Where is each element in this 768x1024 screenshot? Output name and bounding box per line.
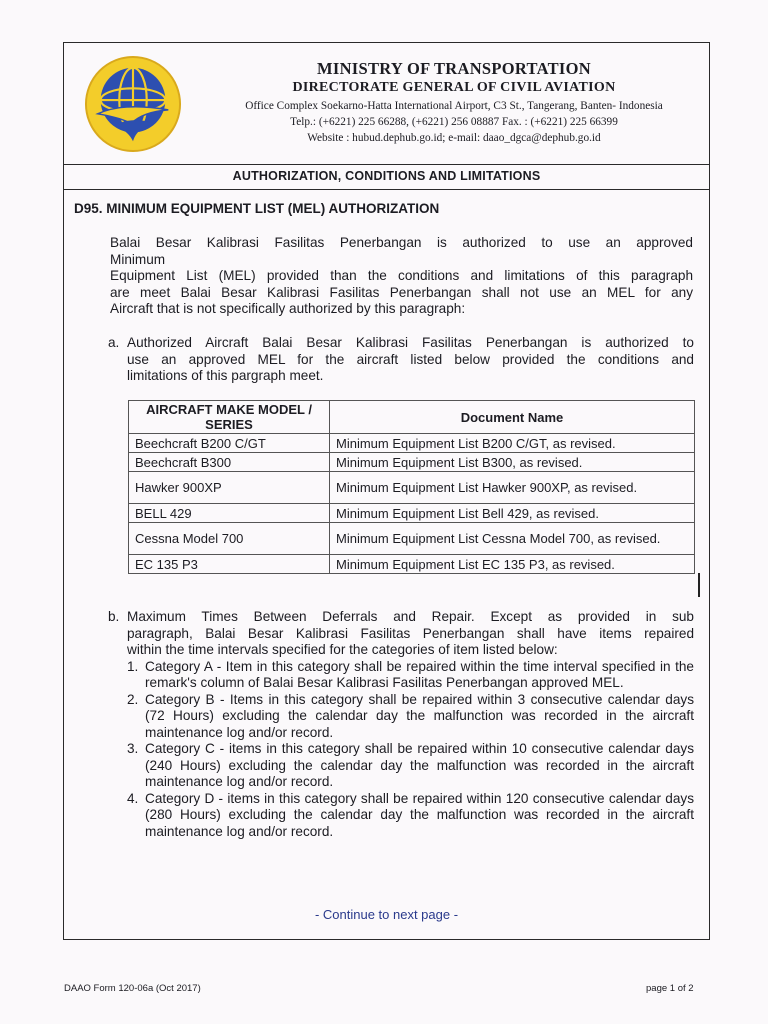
column-header-model: AIRCRAFT MAKE MODEL / SERIES [129, 401, 330, 434]
revision-bar [698, 573, 700, 597]
intro-line: Aircraft that is not specifically authorized by this paragraph: [110, 301, 466, 316]
document-name: Minimum Equipment List Hawker 900XP, as revised. [330, 472, 695, 504]
list-item-number: 1. [127, 658, 139, 674]
paragraph-a-label: a. [108, 335, 120, 350]
list-item [127, 791, 694, 841]
aircraft-model: Cessna Model 700 [129, 523, 330, 555]
paragraph-a-line: Authorized Aircraft Balai Besar Kalibrasi Fasilitas Penerbangan is authorized to [127, 335, 694, 350]
table-row [129, 434, 695, 453]
paragraph-a-line: limitations of this pargraph meet. [127, 368, 324, 383]
document-name: Minimum Equipment List B200 C/GT, as revised. [330, 434, 695, 453]
list-item [127, 741, 694, 791]
document-name: Minimum Equipment List Cessna Model 700, as revised. [330, 523, 695, 555]
list-item-text: Category A - Item in this category shall be repaired within the time interval specified in the remark's column of Balai Besar Kalibrasi Fasilitas Penerbangan approved MEL. [145, 658, 694, 690]
authorization-title: AUTHORIZATION, CONDITIONS AND LIMITATIONS [64, 164, 709, 190]
intro-line: Equipment List (MEL) provided than the conditions and limitations of this paragraph [110, 268, 693, 283]
form-number: DAAO Form 120-06a (Oct 2017) [64, 983, 201, 994]
continue-note: - Continue to next page - [314, 907, 459, 922]
list-item-text: Category D - items in this category shall be repaired within 120 consecutive calendar days (280 Hours) excluding the calendar day the malfunction was recorded in the aircraft maintenance log and/or record. [145, 790, 694, 839]
letterhead [64, 43, 709, 165]
page-number: page 1 of 2 [646, 983, 694, 994]
intro-line: Balai Besar Kalibrasi Fasilitas Penerbangan is authorized to use an approved [110, 235, 693, 250]
list-item [127, 659, 694, 692]
list-item [127, 692, 694, 742]
paragraph-b-line: paragraph, Balai Besar Kalibrasi Fasilitas Penerbangan shall have items repaired [127, 625, 694, 641]
table-row [129, 472, 695, 504]
aircraft-model: BELL 429 [129, 504, 330, 523]
table-row [129, 453, 695, 472]
paragraph-b-line: Maximum Times Between Deferrals and Repair. Except as provided in sub [127, 609, 694, 624]
intro-line: are meet Balai Besar Kalibrasi Fasilitas Penerbangan shall not use an MEL for any [110, 284, 693, 300]
aircraft-model: Beechcraft B300 [129, 453, 330, 472]
document-frame [63, 42, 710, 940]
website-email: Website : hubud.dephub.go.id; e-mail: daao_dgca@dephub.go.id [307, 132, 601, 144]
document-name: Minimum Equipment List EC 135 P3, as revised. [330, 555, 695, 574]
document-name: Minimum Equipment List B300, as revised. [330, 453, 695, 472]
column-header-document: Document Name [330, 401, 695, 434]
section-title: D95. MINIMUM EQUIPMENT LIST (MEL) AUTHORIZATION [74, 201, 440, 216]
paragraph-b-line: within the time intervals specified for the categories of item listed below: [127, 642, 558, 657]
list-item-number: 2. [127, 691, 139, 707]
table-row [129, 523, 695, 555]
aircraft-model: Beechcraft B200 C/GT [129, 434, 330, 453]
directorate-name: DIRECTORATE GENERAL OF CIVIL AVIATION [292, 80, 616, 95]
ministry-name: MINISTRY OF TRANSPORTATION [316, 59, 592, 78]
paragraph-a-line: use an approved MEL for the aircraft listed below provided the conditions and [127, 351, 694, 367]
aircraft-model: Hawker 900XP [129, 472, 330, 504]
intro-line: Minimum [110, 251, 166, 267]
list-item-text: Category B - Items in this category shall be repaired within 3 consecutive calendar days (72 Hours) excluding the calendar day the malfunction was recorded in the aircraft maintenance log and/or record. [145, 691, 694, 740]
list-item-number: 4. [127, 790, 139, 806]
table-row [129, 555, 695, 574]
phone-fax: Telp.: (+6221) 225 66288, (+6221) 256 08887 Fax. : (+6221) 225 66399 [290, 116, 618, 128]
intro-paragraph [110, 235, 693, 318]
letterhead-text [204, 57, 704, 144]
document-name: Minimum Equipment List Bell 429, as revised. [330, 504, 695, 523]
list-item-number: 3. [127, 741, 139, 756]
aircraft-model: EC 135 P3 [129, 555, 330, 574]
office-address: Office Complex Soekarno-Hatta International Airport, C3 St., Tangerang, Banten- Indonesia [245, 100, 663, 112]
ministry-logo-icon [84, 55, 182, 153]
paragraph-b-label: b. [108, 609, 120, 624]
mel-table [128, 400, 695, 574]
list-item-text: Category C - items in this category shall be repaired within 10 consecutive calendar days (240 Hours) excluding the calendar day the malfunction was recorded in the aircraft maintenance log and/or record. [145, 741, 694, 789]
table-row [129, 504, 695, 523]
